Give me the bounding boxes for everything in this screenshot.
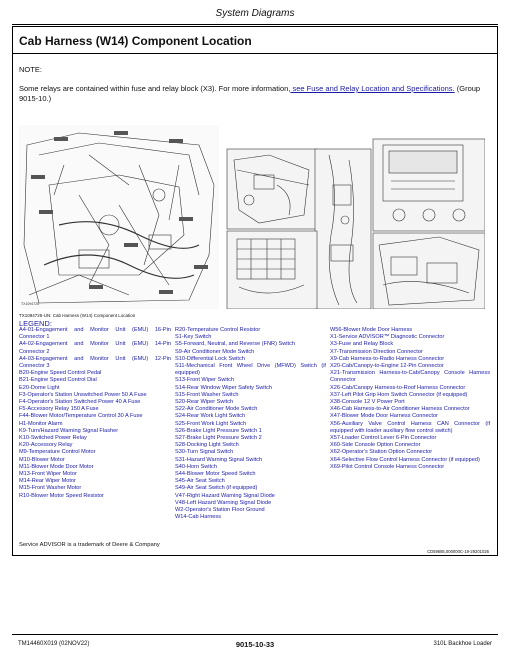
title-rule: [13, 53, 497, 54]
legend-item: B21-Engine Speed Control Dial: [19, 377, 97, 384]
legend-item: X7-Transmission Direction Connector: [330, 348, 423, 355]
legend-item: A4-01-Engagement and Monitor Unit (EMU) 16-Pin Connector 1: [19, 327, 171, 341]
legend-item: S24-Rear Work Light Switch: [175, 413, 246, 420]
note-paragraph: [19, 84, 489, 104]
legend-item: S14-Rear Window Wiper Safety Switch: [175, 384, 272, 391]
legend-item: X38-Console 12 V Power Port: [330, 399, 405, 406]
page-header: System Diagrams: [215, 8, 295, 19]
legend-item: R10-Blower Motor Speed Resistor: [19, 492, 104, 499]
legend-item: M14-Rear Wiper Motor: [19, 478, 76, 485]
legend-column-3: [330, 327, 490, 521]
legend-item: M15-Front Washer Motor: [19, 485, 82, 492]
legend-item: S45-Air Seat Switch: [175, 478, 225, 485]
legend-item: S5-Forward, Neutral, and Reverse (FNR) Switch: [175, 341, 295, 348]
legend-item: S20-Rear Wiper Switch: [175, 399, 234, 406]
fuse-relay-link[interactable]: see Fuse and Relay Location and Specifications.: [290, 84, 455, 93]
legend-item: S26-Brake Light Pressure Switch 1: [175, 427, 262, 434]
legend-item: X60-Side Console Option Connector: [330, 442, 421, 449]
note-text: Some relays are contained within fuse and relay block (X3). For more information,: [19, 84, 291, 93]
legend-item: X46-Cab Harness-to-Air Conditioner Harness Connector: [330, 406, 470, 413]
legend-item: W14-Cab Harness: [175, 514, 222, 521]
legend-item: M11-Blower Mode Door Motor: [19, 463, 94, 470]
legend-item: K20-Accessory Relay: [19, 442, 73, 449]
trademark-footnote: Service ADVISOR is a trademark of Deere & Company: [19, 542, 160, 548]
legend-item: S31-Hazard Warning Signal Switch: [175, 456, 263, 463]
note-group: (Group 9015-10.): [19, 84, 481, 103]
figure-code: TX1094725: [21, 302, 40, 306]
legend-item: X37-Left Pilot Grip Horn Switch Connector (if equipped): [330, 391, 468, 398]
legend-item: S44-Blower Motor Speed Switch: [175, 471, 256, 478]
legend-item: K9-Turn/Hazard Warning Signal Flasher: [19, 427, 119, 434]
footer-rule: [12, 634, 498, 635]
legend-item: M10-Blower Motor: [19, 456, 65, 463]
legend-item: S25-Front Work Light Switch: [175, 420, 247, 427]
footer-manual-id: TM14460X019 (02NOV22): [18, 641, 90, 647]
legend-item: S11-Mechanical Front Wheel Drive (MFWD) Switch (if equipped): [175, 363, 326, 377]
legend-item: A4-02-Engagement and Monitor Unit (EMU) 14-Pin Connector 2: [19, 341, 171, 355]
legend-item: S27-Brake Light Pressure Switch 2: [175, 435, 262, 442]
legend-item: W2-Operator's Station Floor Ground: [175, 507, 265, 514]
inset-panel-5: [373, 233, 485, 309]
legend-item: S22-Air Conditioner Mode Switch: [175, 406, 258, 413]
legend-item: S49-Air Seat Switch (if equipped): [175, 485, 258, 492]
legend-item: X20-Cab/Canopy-to-Engine 12-Pin Connector: [330, 363, 444, 370]
legend-item: X64-Selective Flow Control Harness Connector (if equipped): [330, 456, 480, 463]
inset-panel-1: [227, 149, 317, 229]
content-frame: [12, 26, 498, 556]
legend-column-1: [19, 327, 171, 521]
legend-item: F3-Operator's Station Unswitched Power 50 A Fuse: [19, 391, 147, 398]
legend-item: B20-Engine Speed Control Pedal: [19, 370, 102, 377]
legend-item: M13-Front Wiper Motor: [19, 471, 77, 478]
inset-panel-2: [315, 149, 371, 309]
legend-item: E20-Dome Light: [19, 384, 60, 391]
legend-item: F4-Operator's Station Switched Power 40 A Fuse: [19, 399, 141, 406]
legend-item: A4-03-Engagement and Monitor Unit (EMU) 12-Pin Connector 3: [19, 355, 171, 370]
figure-id: CD59685,000000C-19-29201026: [427, 549, 489, 554]
legend-item: S28-Docking Light Switch: [175, 442, 239, 449]
legend-item: X21-Transmission Harness-to-Cab/Canopy Console Harness Connector: [330, 370, 490, 384]
legend-item: X62-Operator's Station Option Connector: [330, 449, 433, 456]
inset-panel-3: [373, 139, 485, 231]
legend-item: X1-Service ADVISOR™ Diagnostic Connector: [330, 334, 445, 341]
legend-item: S1-Key Switch: [175, 334, 212, 341]
figure-caption: TX1094725-UN: Cab Harness (W14) Component Location: [19, 313, 136, 318]
legend-item: S9-Air Conditioner Mode Switch: [175, 348, 255, 355]
legend-item: V47-Right Hazard Warning Signal Diode: [175, 492, 275, 499]
legend-item: X57-Loader Control Lever 6-Pin Connector: [330, 435, 437, 442]
header-rule: [12, 24, 498, 25]
legend-item: X69-Pilot Control Console Harness Connector: [330, 463, 445, 470]
legend-item: M9-Temperature Control Motor: [19, 449, 96, 456]
legend-item: W56-Blower Mode Door Harness: [330, 327, 413, 333]
legend-item: S10-Differential Lock Switch: [175, 355, 245, 362]
legend-column-2: [175, 327, 326, 521]
legend-item: F44-Blower Motor/Temperature Control 30 A Fuse: [19, 413, 143, 420]
legend-title: LEGEND:: [19, 319, 52, 328]
legend-item: X26-Cab/Canopy Harness-to-Roof Harness Connector: [330, 384, 466, 391]
legend-item: X9-Cab Harness-to-Radio Harness Connector: [330, 355, 445, 362]
legend-item: S40-Horn Switch: [175, 463, 217, 470]
component-location-figure: [19, 125, 485, 309]
footer-page-number: 9015-10-33: [235, 640, 275, 649]
legend-item: R20-Temperature Control Resistor: [175, 327, 261, 333]
legend-item: K10-Switched Power Relay: [19, 435, 87, 442]
legend-item: S13-Front Wiper Switch: [175, 377, 235, 384]
legend-item: S15-Front Washer Switch: [175, 391, 239, 398]
legend-item: X3-Fuse and Relay Block: [330, 341, 394, 348]
legend-item: X47-Blower Mode Door Harness Connector: [330, 413, 438, 420]
legend-item: V48-Left Hazard Warning Signal Diode: [175, 499, 272, 506]
section-title: Cab Harness (W14) Component Location: [19, 34, 252, 48]
legend-item: F5-Accessory Relay 150 A Fuse: [19, 406, 99, 413]
footer-machine: 310L Backhoe Loader: [433, 641, 492, 647]
inset-panel-4: [227, 231, 317, 309]
note-label: NOTE:: [19, 65, 42, 74]
legend: [19, 327, 493, 521]
legend-item: H1-Monitor Alarm: [19, 420, 63, 427]
legend-item: X56-Auxiliary Valve Control Harness CAN Connector (if equipped with loader auxiliary flow control switch): [330, 420, 490, 434]
legend-item: S30-Turn Signal Switch: [175, 449, 234, 456]
